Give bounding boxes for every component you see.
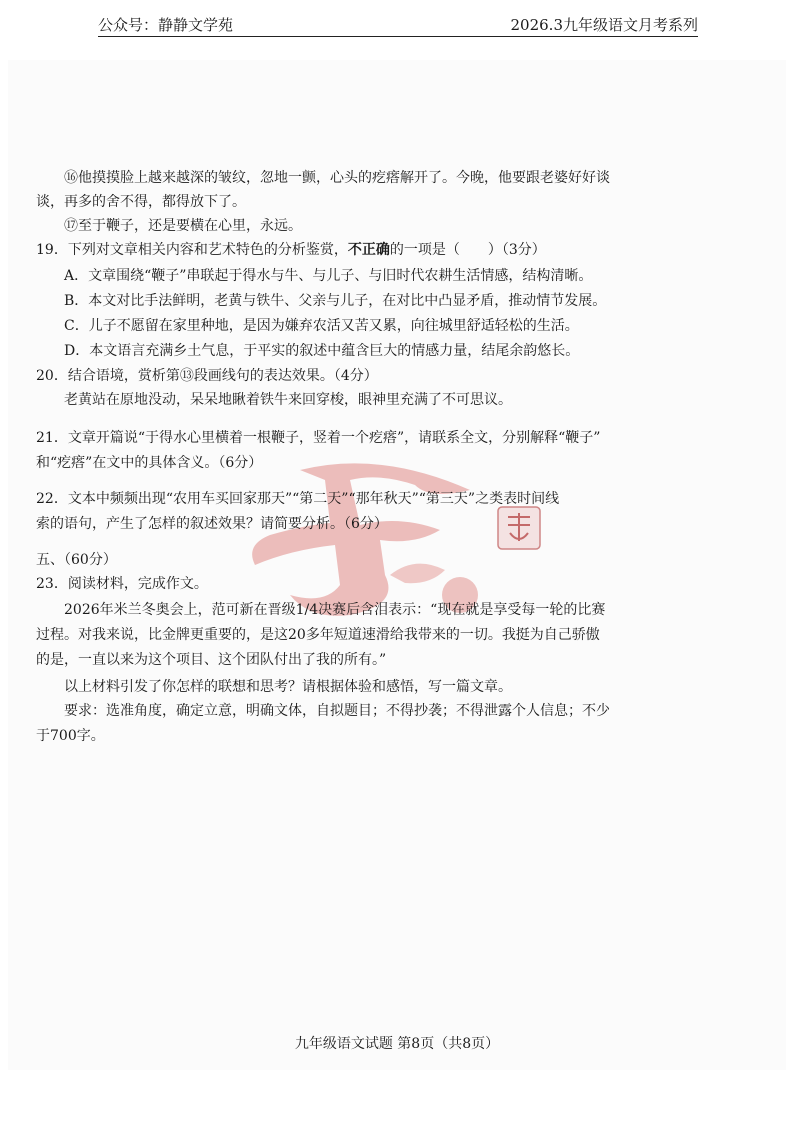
header-account: 公众号：静静文学苑 (98, 16, 234, 34)
page-footer: 九年级语文试题 第8页（共8页） (294, 1036, 500, 1052)
essay-prompt: 以上材料引发了你怎样的联想和思考？请根据体验和感悟，写一篇文章。 (64, 679, 512, 695)
question-19-tail: 的一项是（ ）（3分） (389, 242, 546, 258)
material-line1: 2026年米兰冬奥会上，范可新在晋级1/4决赛后含泪表示：“现在就是享受每一轮的比赛 (64, 602, 606, 618)
quote-20: 老黄站在原地没动，呆呆地瞅着铁牛来回穿梭，眼神里充满了不可思议。 (64, 392, 512, 408)
square-stamp-icon (496, 505, 542, 551)
essay-requirements-line1: 要求：选准角度，确定立意，明确文体，自拟题目；不得抄袭；不得泄露个人信息；不少 (64, 703, 610, 719)
question-20: 20．结合语境，赏析第⑬段画线句的表达效果。（4分） (36, 368, 378, 384)
material-line3: 的是，一直以来为这个项目、这个团队付出了我的所有。” (36, 652, 387, 668)
question-21-line1: 21．文章开篇说“于得水心里横着一根鞭子，竖着一个疙瘩”，请联系全文，分别解释“鞭子” (36, 430, 601, 446)
option-b: B．本文对比手法鲜明，老黄与铁牛、父亲与儿子，在对比中凸显矛盾，推动情节发展。 (64, 293, 607, 309)
question-19 (36, 240, 546, 260)
option-a: A．文章围绕“鞭子”串联起于得水与牛、与儿子、与旧时代农耕生活情感，结构清晰。 (64, 268, 593, 284)
question-19-stem: 19．下列对文章相关内容和艺术特色的分析鉴赏， (36, 242, 348, 258)
question-21-line2: 和“疙瘩”在文中的具体含义。（6分） (36, 455, 263, 471)
para-16-line1: ⑯他摸摸脸上越来越深的皱纹，忽地一颤，心头的疙瘩解开了。今晚，他要跟老婆好好谈 (64, 170, 610, 186)
page-header (98, 14, 698, 37)
section-five-heading: 五、（60分） (36, 552, 117, 568)
question-19-emphasis: 不正确 (347, 242, 390, 258)
option-d: D．本文语言充满乡土气息，于平实的叙述中蕴含巨大的情感力量，结尾余韵悠长。 (64, 343, 580, 359)
material-line2: 过程。对我来说，比金牌更重要的，是这20多年短道速滑给我带来的一切。我挺为自己骄傲 (36, 627, 600, 643)
para-17: ⑰至于鞭子，还是要横在心里，永远。 (64, 218, 302, 234)
option-c: C．儿子不愿留在家里种地，是因为嫌弃农活又苦又累，向往城里舒适轻松的生活。 (64, 318, 579, 334)
question-22-line2: 索的语句，产生了怎样的叙述效果？请简要分析。（6分） (36, 516, 388, 532)
header-series: 2026.3九年级语文月考系列 (510, 16, 698, 34)
question-23: 23．阅读材料，完成作文。 (36, 576, 208, 592)
essay-requirements-line2: 于700字。 (36, 728, 105, 744)
question-22-line1: 22．文本中频频出现“农用车买回家那天”“第二天”“那年秋天”“第三天”之类表时间线 (36, 491, 560, 507)
para-16-line2: 谈，再多的舍不得，都得放下了。 (36, 194, 246, 210)
